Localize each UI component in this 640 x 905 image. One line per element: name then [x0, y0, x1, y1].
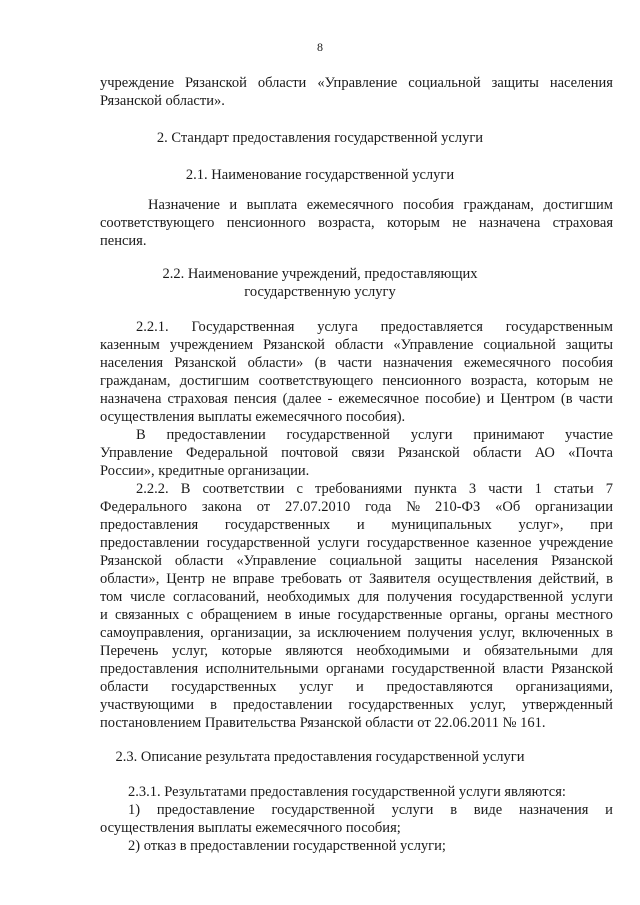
word: области	[257, 75, 307, 91]
word: осуществления	[437, 571, 532, 587]
word: услуги	[410, 427, 453, 443]
word: государственной	[391, 661, 496, 677]
subsection-heading: 2.3. Описание результата предоставления государственной услуги	[115, 749, 525, 765]
word: получения	[386, 589, 453, 605]
word: обязательными	[484, 643, 579, 659]
word: части	[488, 481, 523, 497]
word: года	[365, 499, 392, 515]
word: назначена	[100, 391, 162, 407]
word: соответствующего	[258, 373, 374, 389]
word: учреждение	[100, 75, 175, 91]
word: Рязанской	[185, 75, 247, 91]
word: необходимыми	[356, 643, 450, 659]
word: достигшим	[179, 373, 250, 389]
word: казенным	[100, 337, 160, 353]
text-line: 2.3.1. Результатами предоставления государственной услуги являются:	[128, 784, 566, 800]
word: статьи	[553, 481, 594, 497]
word: почтовой	[281, 445, 339, 461]
subsection-heading: 2.1. Наименование государственной услуги	[185, 167, 455, 183]
word: социальной	[483, 337, 556, 353]
word: связанных	[115, 607, 180, 623]
word: числе	[130, 589, 166, 605]
word: пункта	[414, 481, 457, 497]
word: не	[211, 571, 226, 587]
word: «Об	[495, 499, 521, 515]
word: «Почта	[568, 445, 613, 461]
word: государственной	[286, 427, 390, 443]
word: Назначение	[148, 197, 220, 213]
word: являются	[285, 643, 343, 659]
text-line	[100, 624, 613, 642]
word: возраста,	[470, 373, 528, 389]
word: части	[337, 355, 372, 371]
text-line	[136, 426, 613, 444]
word: пособие)	[425, 391, 481, 407]
word: достигшим	[543, 197, 613, 213]
word: предоставляются	[386, 679, 493, 695]
word: от	[256, 499, 271, 515]
word: для	[591, 643, 613, 659]
word: предоставление	[156, 802, 255, 818]
word: (в	[560, 391, 573, 407]
word: и	[462, 643, 471, 659]
word: и	[486, 391, 495, 407]
text-line	[128, 801, 613, 819]
word: за	[298, 625, 311, 641]
word: пособия	[562, 355, 613, 371]
word: от	[348, 571, 363, 587]
word: пособия	[403, 197, 454, 213]
word: в	[606, 625, 613, 641]
word: предоставлении	[166, 427, 266, 443]
word: закона	[201, 499, 242, 515]
text-line	[100, 390, 613, 408]
text-line	[148, 196, 613, 214]
word: услуг,	[171, 643, 209, 659]
word: государственных	[348, 697, 454, 713]
word: пенсионного	[382, 373, 462, 389]
word: действий,	[538, 571, 600, 587]
word: требованиями	[315, 481, 403, 497]
word: участие	[564, 427, 613, 443]
subsection-heading: государственную услугу	[244, 284, 396, 300]
word: пенсия	[233, 391, 277, 407]
word: услуги	[571, 589, 613, 605]
word: 210-ФЗ	[434, 499, 481, 515]
word: назначена	[478, 215, 541, 231]
word: Рязанской	[174, 355, 237, 371]
word: услуги	[317, 535, 360, 551]
word: «Управление	[317, 75, 398, 91]
word: с	[296, 481, 303, 497]
word: органами	[326, 661, 385, 677]
word: и	[605, 802, 613, 818]
word: иные	[298, 607, 331, 623]
word: государственной	[271, 802, 375, 818]
word: в	[606, 571, 613, 587]
word: Федеральной	[185, 445, 268, 461]
text-line	[100, 336, 613, 354]
word: для	[357, 589, 380, 605]
page-number: 8	[317, 40, 323, 54]
word: государственной	[459, 589, 564, 605]
text-line: осуществления выплаты ежемесячного пособия).	[100, 409, 406, 425]
word: организации	[535, 499, 613, 515]
text-line: России», кредитные организации.	[100, 463, 310, 479]
word: услуга	[317, 319, 358, 335]
word: согласований,	[173, 589, 260, 605]
word: виде	[473, 802, 503, 818]
word: 27.07.2010	[284, 499, 351, 515]
word: №	[406, 499, 421, 515]
section-heading: 2. Стандарт предоставления государственной услуги	[156, 130, 484, 146]
word: государственные	[337, 607, 443, 623]
text-line	[100, 642, 613, 660]
word: участвующими	[100, 697, 195, 713]
text-line: 2) отказ в предоставлении государственной услуги;	[128, 838, 446, 854]
word: учреждение	[538, 535, 613, 551]
word: государственной	[206, 535, 311, 551]
word: Перечень	[100, 643, 159, 659]
word: защиты	[414, 553, 462, 569]
text-line	[136, 318, 613, 336]
word: и	[356, 517, 365, 533]
word: защиты	[491, 75, 539, 91]
text-line	[100, 552, 613, 570]
word: услуг»,	[518, 517, 564, 533]
word: при	[590, 517, 613, 533]
word: части	[578, 391, 613, 407]
word: ежемесячного	[306, 197, 394, 213]
word: соответствующего	[100, 215, 215, 231]
word: области	[334, 337, 384, 353]
word: государственных	[224, 517, 331, 533]
word: которые	[221, 643, 272, 659]
word: Заявителя	[368, 571, 431, 587]
word: не	[598, 373, 613, 389]
word: требовать	[281, 571, 342, 587]
word: организациями,	[515, 679, 613, 695]
word: органы,	[449, 607, 498, 623]
word: Рязанской	[263, 337, 325, 353]
word: ежемесячного	[463, 355, 551, 371]
word: исполнительными	[205, 661, 319, 677]
word: В	[136, 427, 146, 443]
word: 1)	[128, 802, 141, 818]
text-line	[100, 588, 613, 606]
word: страховая	[167, 391, 228, 407]
word: в	[210, 697, 217, 713]
word: организации,	[210, 625, 292, 641]
text-line	[100, 516, 613, 534]
text-line	[100, 372, 613, 390]
word: возраста,	[318, 215, 375, 231]
word: (в	[314, 355, 327, 371]
word: предоставлении	[233, 697, 333, 713]
text-line	[136, 480, 613, 498]
word: «Управление	[236, 553, 317, 569]
word: власти	[502, 661, 544, 677]
word: государственным	[505, 319, 613, 335]
word: области	[472, 445, 522, 461]
text-line	[100, 444, 613, 462]
word: АО	[534, 445, 555, 461]
word: 7	[605, 481, 613, 497]
word: вправе	[232, 571, 275, 587]
word: с	[186, 607, 194, 623]
word: связи	[351, 445, 385, 461]
word: 3	[468, 481, 477, 497]
word: утвержденный	[522, 697, 613, 713]
word: учреждением	[169, 337, 254, 353]
word: местного	[556, 607, 613, 623]
word: услуг,	[469, 697, 506, 713]
word: не	[452, 215, 467, 231]
word: социальной	[329, 553, 402, 569]
word: услуг	[299, 679, 334, 695]
word: государственное	[366, 535, 470, 551]
word: и	[100, 607, 108, 623]
word: которым	[536, 373, 590, 389]
word: получения	[407, 625, 473, 641]
word: обращением	[200, 607, 278, 623]
text-line	[100, 660, 613, 678]
word: -	[327, 391, 333, 407]
word: страховая	[552, 215, 613, 231]
word: Центр	[166, 571, 205, 587]
word: предоставлении	[100, 535, 200, 551]
word: муниципальных	[391, 517, 492, 533]
word: услуг,	[479, 625, 516, 641]
word: том	[100, 589, 123, 605]
word: предоставления	[100, 517, 199, 533]
word: области	[174, 553, 224, 569]
word: исключением	[317, 625, 401, 641]
word: предоставляется	[380, 319, 483, 335]
text-line	[100, 214, 613, 232]
word: области	[100, 679, 149, 695]
text-line: постановлением Правительства Рязанской области от 22.06.2011 № 161.	[100, 715, 546, 731]
word: Рязанской	[100, 553, 162, 569]
word: выплата	[246, 197, 298, 213]
word: Государственная	[191, 319, 295, 335]
word: населения	[549, 75, 613, 91]
word: назначения	[383, 355, 453, 371]
word: в	[450, 802, 458, 818]
word: государственных	[171, 679, 277, 695]
word: и	[356, 679, 364, 695]
subsection-heading: 2.2. Наименование учреждений, предоставляющих	[162, 266, 478, 282]
word: Рязанской	[397, 445, 460, 461]
word: казенное	[476, 535, 532, 551]
word: гражданам,	[100, 373, 171, 389]
word: 2.2.1.	[136, 319, 169, 335]
text-line	[100, 678, 613, 696]
text-line: осуществления выплаты ежемесячного пособия;	[100, 820, 401, 836]
text-line	[100, 534, 613, 552]
word: 2.2.2.	[136, 481, 169, 497]
word: Федерального	[100, 499, 188, 515]
word: в	[284, 607, 292, 623]
word: защиты	[565, 337, 613, 353]
word: (далее	[282, 391, 322, 407]
word: которым	[386, 215, 440, 231]
word: В	[180, 481, 191, 497]
word: области»,	[100, 571, 160, 587]
word: 1	[534, 481, 542, 497]
word: пенсионного	[226, 215, 306, 231]
text-line	[100, 354, 613, 372]
word: социальной	[408, 75, 481, 91]
word: населения	[100, 355, 164, 371]
text-line	[100, 696, 613, 714]
word: принимают	[473, 427, 545, 443]
word: услуги	[391, 802, 434, 818]
word: «Управление	[393, 337, 474, 353]
text-line	[100, 498, 613, 516]
text-line: пенсия.	[100, 233, 147, 249]
word: соответствии	[202, 481, 285, 497]
text-line	[100, 606, 613, 624]
word: предоставления	[100, 661, 199, 677]
word: населения	[474, 553, 539, 569]
text-line	[100, 570, 613, 588]
word: и	[229, 197, 238, 213]
word: органы	[504, 607, 550, 623]
word: необходимых	[267, 589, 351, 605]
word: Рязанской	[551, 553, 613, 569]
word: гражданам,	[463, 197, 534, 213]
word: самоуправления,	[100, 625, 204, 641]
word: ежемесячное	[338, 391, 420, 407]
word: Управление	[100, 445, 173, 461]
word: Центром	[500, 391, 555, 407]
text-line: Рязанской области».	[100, 93, 225, 109]
word: назначения	[518, 802, 589, 818]
text-line	[100, 74, 613, 92]
word: Рязанской	[551, 661, 613, 677]
word: области»	[247, 355, 304, 371]
word: включенных	[521, 625, 600, 641]
